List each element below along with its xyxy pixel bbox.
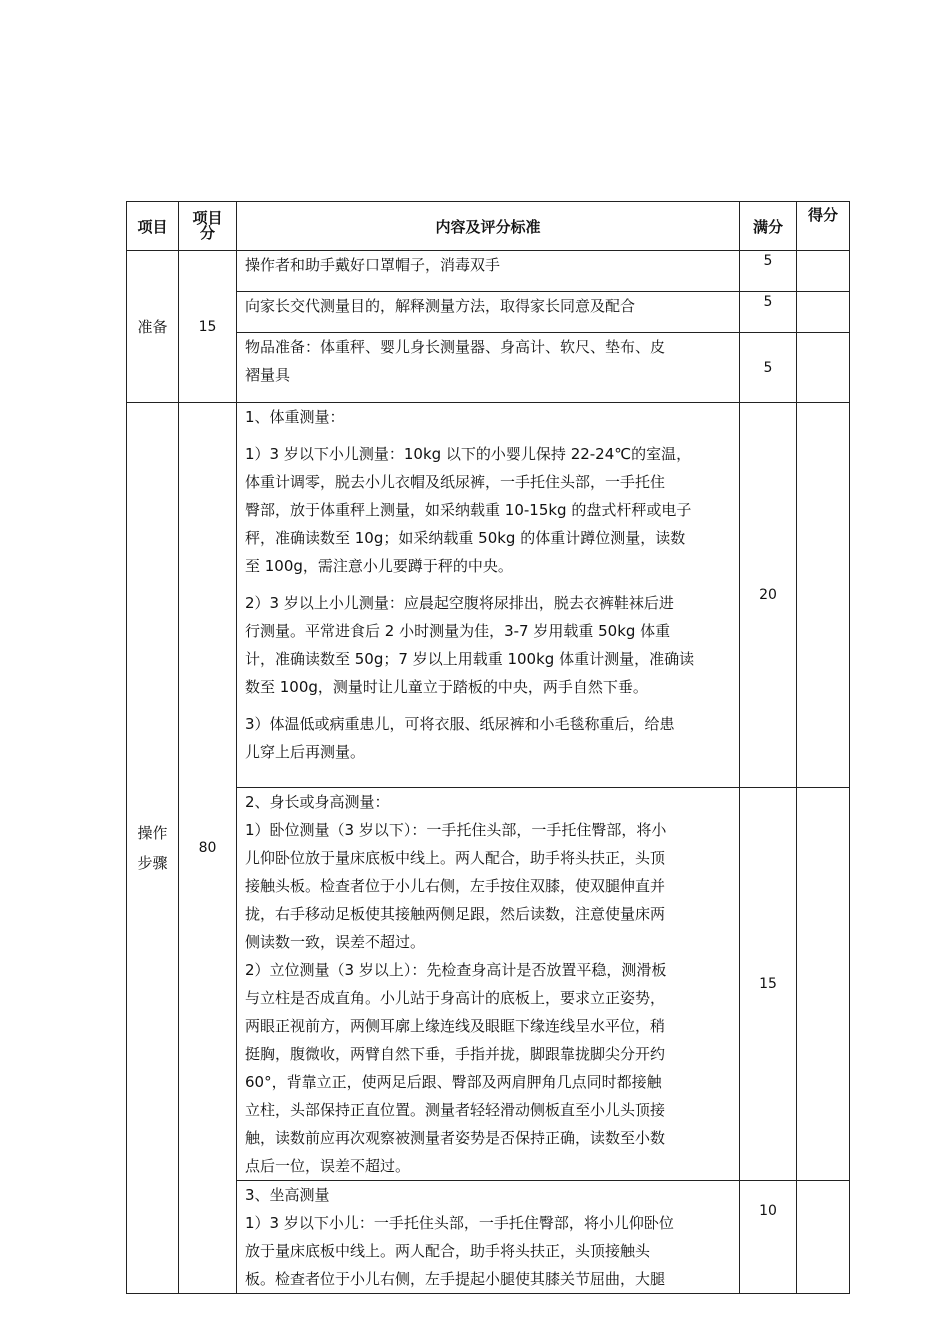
weight-p1-line: 秤，准确读数至 10g；如采纳载重 50kg 的体重计蹲位测量，读数: [245, 529, 686, 547]
steps-name-line2: 步骤: [137, 854, 168, 872]
weight-para-3: [245, 710, 731, 766]
header-row: [127, 202, 850, 251]
prep-item-1: [237, 251, 740, 292]
steps-points: 80: [179, 403, 237, 1294]
height-p1-line: 接触头板。检查者位于小儿右侧，左手按住双膝，使双腿伸直并: [245, 877, 666, 895]
header-item-points-line1: 项目: [192, 209, 223, 227]
height-p2-line: 点后一位，误差不超过。: [245, 1157, 411, 1175]
sitting-measurement: [237, 1181, 740, 1294]
sitting-full: 10: [740, 1181, 797, 1294]
prep-points: 15: [179, 251, 237, 403]
weight-p1-line: 臀部，放于体重秤上测量，如采纳载重 10-15kg 的盘式杆秤或电子: [245, 501, 692, 519]
steps-row-weight: [127, 403, 850, 788]
scoring-table: [126, 201, 850, 1294]
weight-p1-line: 体重计调零，脱去小儿衣帽及纸尿裤，一手托住头部，一手托住: [245, 473, 666, 491]
prep-item-3-line2: 褶量具: [245, 366, 291, 384]
height-p2-line: 挺胸，腹微收，两臂自然下垂，手指并拢，脚跟靠拢脚尖分开约: [245, 1045, 666, 1063]
weight-p1-line: 1）3 岁以下小儿测量：10kg 以下的小婴儿保持 22-24℃的室温，: [245, 445, 692, 463]
height-p2-line: 两眼正视前方，两侧耳廓上缘连线及眼眶下缘连线呈水平位，稍: [245, 1017, 666, 1035]
height-p2-line: 与立柱是否成直角。小儿站于身高计的底板上，要求立正姿势，: [245, 989, 666, 1007]
height-title: 2、身长或身高测量：: [245, 793, 390, 811]
sitting-p1-line: 板。检查者位于小儿右侧，左手提起小腿使其膝关节屈曲，大腿: [245, 1270, 666, 1288]
prep-name: 准备: [127, 251, 179, 403]
height-p2-line: 2）立位测量（3 岁以上）：先检查身高计是否放置平稳，测滑板: [245, 961, 667, 979]
height-p1-line: 拢，右手移动足板使其接触两侧足跟，然后读数，注意使量床两: [245, 905, 666, 923]
sitting-p1-line: 放于量床底板中线上。两人配合，助手将头扶正，头顶接触头: [245, 1242, 651, 1260]
height-full: 15: [740, 788, 797, 1181]
header-full-score: 满分: [740, 202, 797, 251]
prep-item-3-line1: 物品准备：体重秤、婴儿身长测量器、身高计、软尺、垫布、皮: [245, 338, 666, 356]
steps-name-line1: 操作: [137, 824, 168, 842]
prep-item-3-full: 5: [740, 333, 797, 403]
weight-p2-line: 计，准确读数至 50g；7 岁以上用载重 100kg 体重计测量，准确读: [245, 650, 695, 668]
weight-p2-line: 数至 100g，测量时让儿童立于踏板的中央，两手自然下垂。: [245, 678, 648, 696]
weight-score[interactable]: [797, 403, 850, 788]
weight-p2-line: 行测量。平常进食后 2 小时测量为佳，3-7 岁用载重 50kg 体重: [245, 622, 671, 640]
height-p2-line: 60°，背靠立正，使两足后跟、臀部及两肩胛角几点同时都接触: [245, 1073, 662, 1091]
prep-item-2-full: 5: [740, 292, 797, 333]
height-score[interactable]: [797, 788, 850, 1181]
prep-item-2-score[interactable]: [797, 292, 850, 333]
height-p1-line: 儿仰卧位放于量床底板中线上。两人配合，助手将头扶正，头顶: [245, 849, 666, 867]
prep-item-1-text: 操作者和助手戴好口罩帽子，消毒双手: [245, 256, 501, 274]
height-measurement: [237, 788, 740, 1181]
header-score: 得分: [797, 202, 850, 251]
header-item-points-line2: 分: [199, 224, 215, 242]
height-p2-line: 立柱，头部保持正直位置。测量者轻轻滑动侧板直至小儿头顶接: [245, 1101, 666, 1119]
weight-p3-line: 3）体温低或病重患儿，可将衣服、纸尿裤和小毛毯称重后，给患: [245, 715, 675, 733]
weight-full: 20: [740, 403, 797, 788]
prep-item-2: [237, 292, 740, 333]
header-item: 项目: [127, 202, 179, 251]
height-p1-line: 1）卧位测量（3 岁以下）：一手托住头部，一手托住臀部，将小: [245, 821, 667, 839]
weight-measurement: [237, 403, 740, 788]
prep-item-3-score[interactable]: [797, 333, 850, 403]
header-criteria: 内容及评分标准: [237, 202, 740, 251]
weight-para-2: [245, 589, 731, 701]
height-p2-line: 触，读数前应再次观察被测量者姿势是否保持正确，读数至小数: [245, 1129, 666, 1147]
weight-p3-line: 儿穿上后再测量。: [245, 743, 366, 761]
sitting-p1-line: 1）3 岁以下小儿：一手托住头部，一手托住臀部，将小儿仰卧位: [245, 1214, 674, 1232]
weight-p1-line: 至 100g，需注意小儿要蹲于秤的中央。: [245, 557, 513, 575]
weight-p2-line: 2）3 岁以上小儿测量：应晨起空腹将尿排出，脱去衣裤鞋袜后进: [245, 594, 674, 612]
prep-item-2-text: 向家长交代测量目的，解释测量方法，取得家长同意及配合: [245, 297, 636, 315]
weight-para-1: [245, 440, 731, 580]
steps-name: [127, 403, 179, 1294]
prep-row-1: [127, 251, 850, 292]
prep-item-1-score[interactable]: [797, 251, 850, 292]
weight-title: 1、体重测量：: [245, 408, 345, 426]
prep-item-3: [237, 333, 740, 403]
sitting-score[interactable]: [797, 1181, 850, 1294]
sitting-title: 3、坐高测量: [245, 1186, 330, 1204]
height-p1-line: 侧读数一致，误差不超过。: [245, 933, 426, 951]
header-item-points: [179, 202, 237, 251]
prep-item-1-full: 5: [740, 251, 797, 292]
